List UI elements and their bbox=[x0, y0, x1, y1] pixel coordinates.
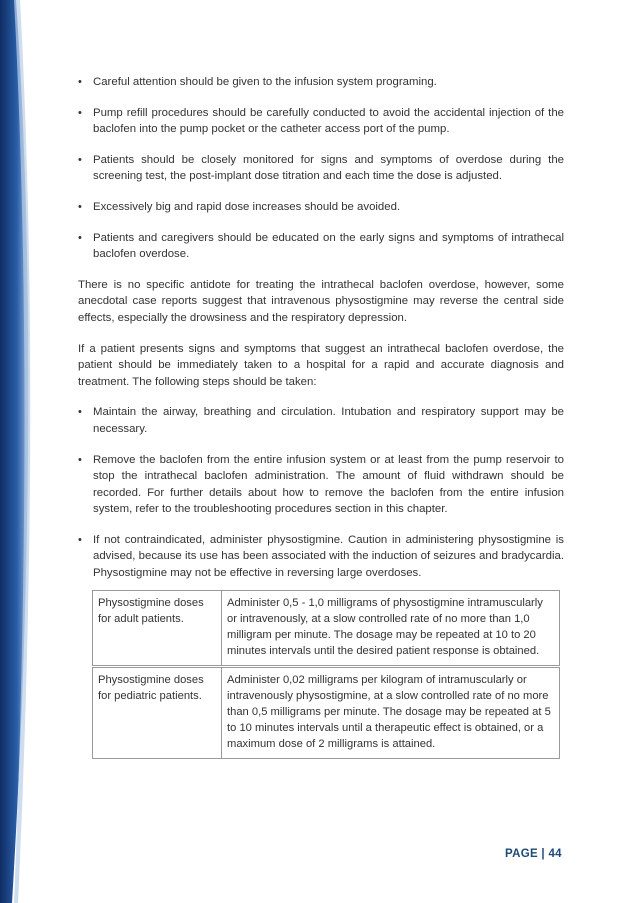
bullet-dot: • bbox=[78, 231, 82, 244]
step-item bbox=[78, 532, 564, 582]
step-text: If not contraindicated, administer physostigmine. Caution in administering physostigmine is advised, because its use has been associated with the induction of seizures and bradycardia. Physostigmine may not be effective in reversing large overdoses. bbox=[93, 533, 564, 580]
bullet-dot: • bbox=[78, 533, 82, 546]
dose-text-pediatric: Administer 0,02 milligrams per kilogram of intramuscularly or intravenously physostigmine, at a slow controlled rate of no more than 0,5 milligrams per minute. The dosage may be repeated at 5 to 10 minutes intervals until a therapeutic effect is obtained, or a maximum dose of 2 milligrams is attained. bbox=[222, 666, 560, 758]
bullet-dot: • bbox=[78, 106, 82, 119]
bullet-item bbox=[78, 230, 564, 263]
step-item bbox=[78, 404, 564, 437]
step-text: Remove the baclofen from the entire infusion system or at least from the pump reservoir to stop the intrathecal baclofen administration. The amount of fluid withdrawn should be recorded. For further details about how to remove the baclofen from the entire infusion system, refer to the troubleshooting procedures section in this chapter. bbox=[93, 453, 564, 516]
dose-label-pediatric: Physostigmine doses for pediatric patients. bbox=[93, 666, 222, 758]
dose-label-adult: Physostigmine doses for adult patients. bbox=[93, 590, 222, 666]
paragraph-steps-intro: If a patient presents signs and symptoms that suggest an intrathecal baclofen overdose, the patient should be immediately taken to a hospital for a rapid and accurate diagnosis and treatment. The following steps should be taken: bbox=[78, 342, 564, 388]
bullet-dot: • bbox=[78, 200, 82, 213]
page-decoration-swoosh bbox=[0, 0, 40, 903]
bullet-dot: • bbox=[78, 153, 82, 166]
bullet-text: Excessively big and rapid dose increases should be avoided. bbox=[93, 200, 401, 213]
bullet-text: Patients should be closely monitored for signs and symptoms of overdose during the screening test, the post-implant dose titration and each time the dose is adjusted. bbox=[93, 153, 564, 183]
bullet-dot: • bbox=[78, 453, 82, 466]
bullet-text: Pump refill procedures should be carefully conducted to avoid the accidental injection of the baclofen into the pump pocket or the catheter access port of the pump. bbox=[93, 106, 564, 136]
paragraph-antidote: There is no specific antidote for treating the intrathecal baclofen overdose, however, some anecdotal case reports suggest that intravenous physostigmine may reverse the central side effects, especially the drowsiness and the respiratory depression. bbox=[78, 278, 564, 324]
bullet-item bbox=[78, 152, 564, 185]
bullet-text: Patients and caregivers should be educated on the early signs and symptoms of intrathecal baclofen overdose. bbox=[93, 231, 564, 261]
bullet-dot: • bbox=[78, 76, 82, 88]
step-item bbox=[78, 452, 564, 518]
page-number: PAGE | 44 bbox=[505, 848, 562, 860]
bullet-item bbox=[78, 105, 564, 138]
bullet-dot: • bbox=[78, 406, 82, 419]
table-row bbox=[93, 666, 560, 758]
bullet-text: Careful attention should be given to the infusion system programing. bbox=[93, 76, 437, 88]
page-content bbox=[78, 74, 564, 759]
bullet-item bbox=[78, 199, 564, 216]
dose-text-adult: Administer 0,5 - 1,0 milligrams of physostigmine intramuscularly or intravenously, at a slow controlled rate of no more than 1,0 milligram per minute. The dosage may be repeated at 10 to 20 minutes intervals until the desired patient response is obtained. bbox=[222, 590, 560, 666]
dose-table bbox=[92, 590, 560, 759]
table-row bbox=[93, 590, 560, 666]
bullet-item bbox=[78, 74, 564, 91]
step-text: Maintain the airway, breathing and circulation. Intubation and respiratory support may be necessary. bbox=[93, 406, 564, 435]
